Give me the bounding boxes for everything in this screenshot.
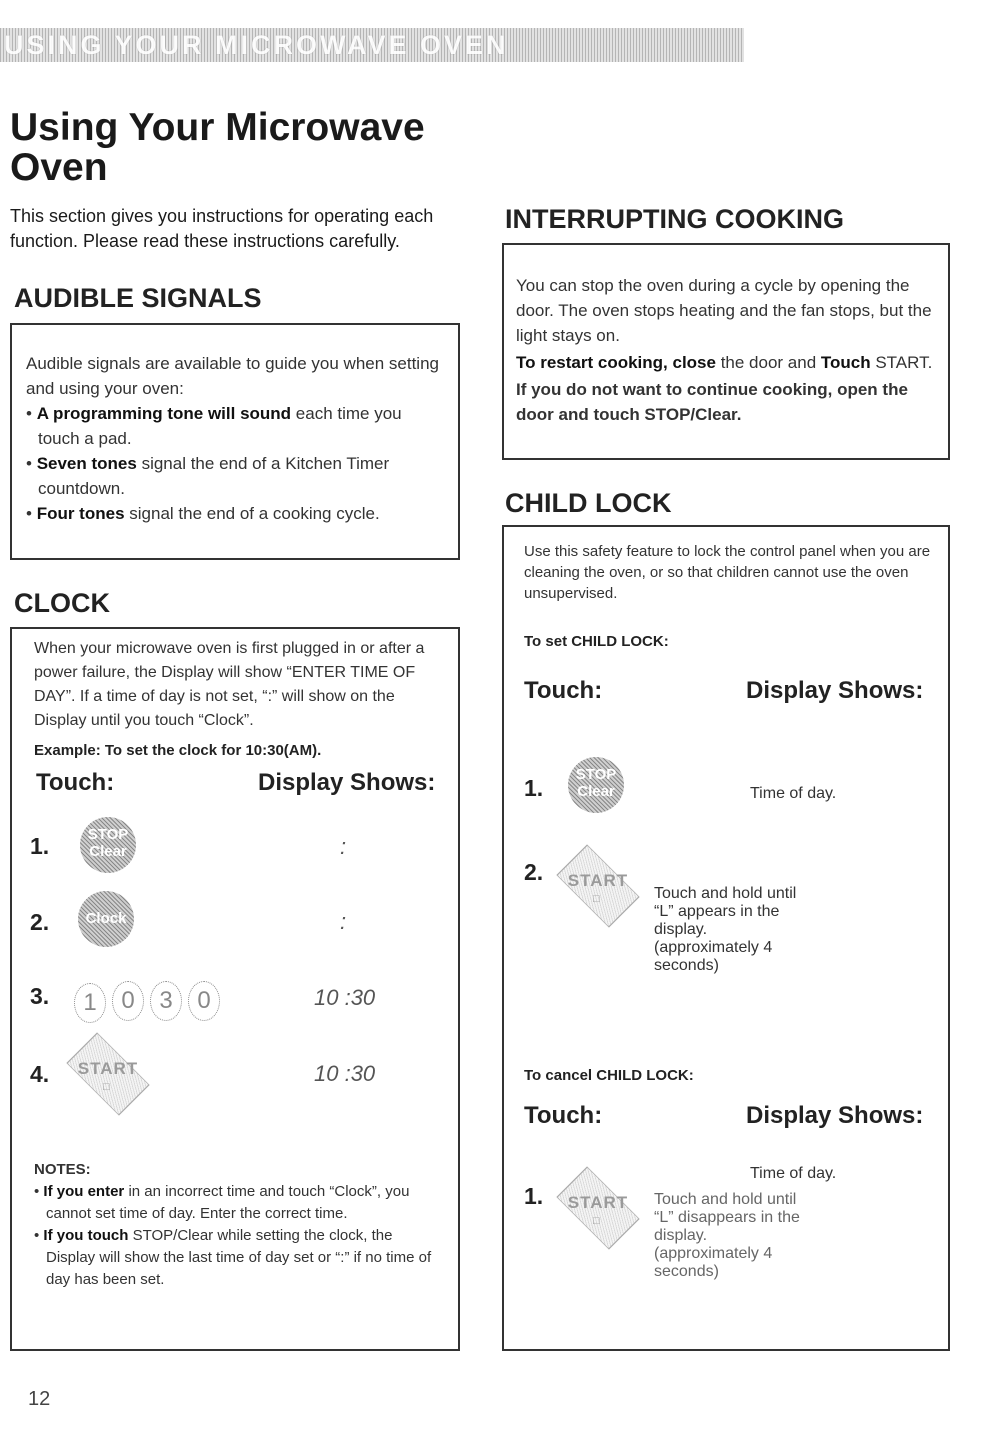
child-lock-display-value: Touch and hold until “L” appears in the display. (approximately 4 seconds) [654,885,797,974]
child-lock-step-number: 1. [524,1183,544,1209]
clock-note: • If you enter in an incorrect time and touch “Clock”, you cannot set time of day. Enter the correct time. [34,1183,410,1222]
child-lock-display-label: Display Shows: [746,677,924,704]
child-lock-step-number: 2. [524,859,544,885]
child-lock-display-value: Time of day. [750,785,837,802]
start-pad[interactable]: START □ [550,855,646,919]
lock-icon: □ [103,1081,110,1093]
page-title: Using Your Microwave Oven [10,106,425,189]
interrupting-restart: To restart cooking, close the door and Touch START. [516,353,933,372]
clock-display-value: : [340,834,347,859]
child-lock-display-label: Display Shows: [746,1102,924,1129]
digit-1-pad[interactable]: 1 [74,983,106,1023]
clock-step-number: 1. [30,833,50,859]
lock-icon: □ [593,893,600,905]
child-lock-touch-label: Touch: [524,1102,603,1129]
clock-heading: CLOCK [14,588,110,618]
lock-icon: □ [593,1215,600,1227]
clock-step-number: 3. [30,983,50,1009]
interrupting-cooking-box [502,243,950,460]
audible-item: • A programming tone will sound each time you touch a pad. [26,404,402,448]
clock-step-number: 4. [30,1061,50,1087]
child-lock-intro: Use this safety feature to lock the control panel when you are cleaning the oven, or so that children cannot use the oven unsupervised. [524,543,931,602]
audible-item: • Seven tones signal the end of a Kitchen Timer countdown. [26,454,390,498]
interrupting-para: You can stop the oven during a cycle by opening the door. The oven stops heating and the fan stops, but the light stays on. [516,276,932,345]
clock-note: • If you touch STOP/Clear while setting the clock, the Display will show the last time of day set or “:” if no time of day has been set. [34,1227,432,1288]
start-pad[interactable]: START □ [60,1043,156,1107]
clock-box [10,627,460,1351]
clock-display-value: : [340,909,347,934]
intro-text: This section gives you instructions for operating each function. Please read these instructions carefully. [10,206,434,251]
clock-touch-label: Touch: [36,769,115,796]
clock-pad[interactable]: Clock [78,891,134,947]
page-number: 12 [28,1388,51,1410]
clock-display-value: 10 :30 [314,1061,376,1086]
child-lock-display-top: Time of day. [750,1165,837,1182]
child-lock-box [502,525,950,1351]
clock-notes-heading: NOTES: [34,1161,91,1178]
audible-signals-box [10,323,460,560]
digit-3-pad[interactable]: 3 [150,981,182,1021]
section-header-band [0,28,744,62]
audible-lead: Audible signals are available to guide you when setting and using your oven: [26,354,439,398]
start-pad[interactable]: START □ [550,1177,646,1241]
child-lock-set-label: To set CHILD LOCK: [524,633,669,650]
audible-signals-heading: AUDIBLE SIGNALS [14,283,262,313]
clock-step-number: 2. [30,909,50,935]
child-lock-display-value: Touch and hold until “L” disappears in the display. (approximately 4 seconds) [654,1191,800,1280]
child-lock-cancel-label: To cancel CHILD LOCK: [524,1067,694,1084]
interrupting-stop: If you do not want to continue cooking, open the door and touch STOP/Clear. [516,380,908,424]
audible-item: • Four tones signal the end of a cooking cycle. [26,504,380,523]
clock-example: Example: To set the clock for 10:30(AM). [34,742,322,759]
interrupting-cooking-heading: INTERRUPTING COOKING [505,204,845,234]
child-lock-step-number: 1. [524,775,544,801]
stop-clear-pad[interactable]: STOP Clear [80,817,136,873]
digit-0-pad[interactable]: 0 [112,981,144,1021]
stop-clear-pad[interactable]: STOP Clear [568,757,624,813]
child-lock-touch-label: Touch: [524,677,603,704]
digit-0-pad[interactable]: 0 [188,981,220,1021]
clock-display-label: Display Shows: [258,769,436,796]
clock-display-value: 10 :30 [314,985,376,1010]
clock-intro: When your microwave oven is first plugged in or after a power failure, the Display will show “ENTER TIME OF DAY”. If a time of day is not set, “:” will show on the Display until you touch “Clock”. [34,640,425,729]
child-lock-heading: CHILD LOCK [505,488,672,518]
section-header-text: USING YOUR MICROWAVE OVEN [4,30,509,60]
